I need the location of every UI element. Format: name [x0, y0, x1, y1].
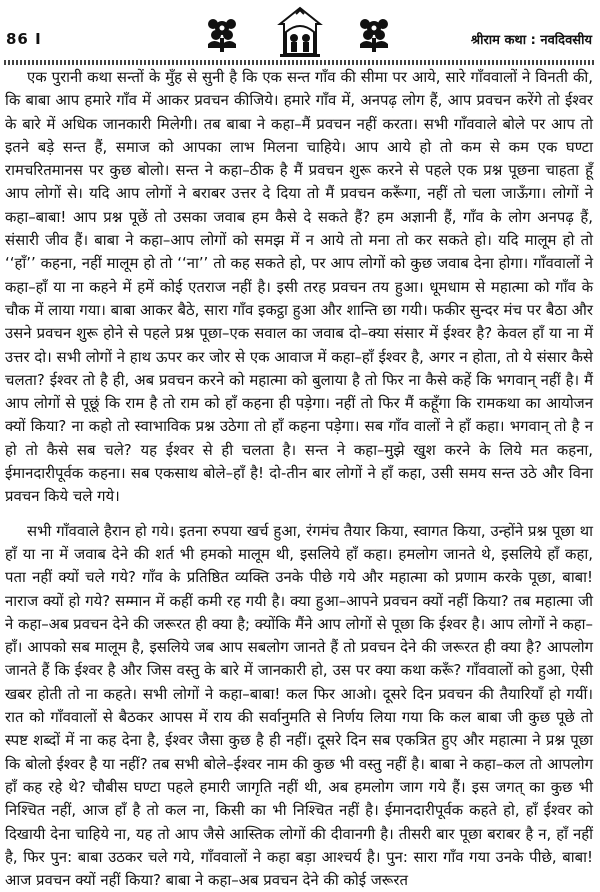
paragraph: सभी गाँववाले हैरान हो गये। इतना रुपया खर्च हुआ, रंगमंच तैयार किया, स्वागत किया, उन्होंने प्रश्न पूछा था हाँ या ना में जवाब देने की शर्त भी हमको मालूम थी, इसलिये हाँ कहा। हमलोग जानते थे, इसलिये हाँ कहा, पता नहीं क्यों चले गये? गाँव के प्रतिष्ठित व्यक्ति उनके पीछे गये और महात्मा को प्रणाम करके पूछा, बाबा! नाराज क्यों हो गये? सम्मान में कहीं कमी रह गयी है। क्या हुआ–आपने प्रवचन क्यों नहीं किया? तब महात्मा जी ने कहा–अब प्रवचन देने की जरूरत ही क्या है; क्योंकि मैंने आप लोगों से पूछा कि ईश्वर है। आप लोगों ने कहा–हाँ। आपको सब मालूम है, इसलिये जब आप सबलोग जानते हैं तो प्रवचन देने की जरूरत ही क्या है? आपलोग जानते हैं कि ईश्वर है और जिस वस्तु के बारे में जानकारी हो, उस पर क्या कथा करूँ? गाँववालों को हुआ, ऐसी खबर होती तो ना कहते। सभी लोगों ने कहा–बाबा! कल फिर आओ। दूसरे दिन प्रवचन की तैयारियाँ हो गयीं। रात को गाँववालों से बैठकर आपस में राय की सर्वानुमति से निर्णय लिया गया कि कल बाबा जी कुछ पूछे तो स्पष्ट शब्दों में ना कह देना है, ईश्वर जैसा कुछ है ही नहीं। दूसरे दिन सब एकत्रित हुए और महात्मा ने प्रश्न पूछा कि बोलो ईश्वर है या नहीं? तब सभी बोले–ईश्वर नाम की कुछ भी वस्तु नहीं है। बाबा ने कहा–कल तो आपलोग हाँ कह रहे थे? चौबीस घण्टा पहले हमारी जागृति नहीं थी, अब हमलोग जाग गये हैं। इस जगत् का कुछ भी निश्चित नहीं, आज हाँ है तो कल ना, किसी का भी निश्चित नहीं है। ईमानदारीपूर्वक कहते हो, हाँ ईश्वर को दिखायी देना चाहिये ना, यह तो आप जैसे आस्तिक लोगों की दीवानगी है। तीसरी बार पूछा बराबर है न, हाँ नहीं है, फिर पुन: बाबा उठकर चले गये, गाँववालों ने कहा बड़ा आश्चर्य है। पुन: सारा गाँव गया उनके पीछे, बाबा! आज प्रवचन क्यों नहीं किया? बाबा ने कहा–अब प्रवचन देने की कोई जरूरत — [5, 521, 593, 890]
flower-ornament-icon — [352, 10, 396, 58]
flower-ornament-icon — [200, 10, 244, 58]
page-header — [0, 0, 600, 60]
paragraph: एक पुरानी कथा सन्तों के मुँह से सुनी है कि एक सन्त गाँव की सीमा पर आये, सारे गाँववालों ने विनती की, कि बाबा आप हमारे गाँव में आकर प्रवचन कीजिये। हमारे गाँव में, अनपढ़ लोग हैं, आप प्रवचन करेंगे तो ईश्वर के बारे में अधिक जानकारी मिलेगी। तब बाबा ने कहा–मैं प्रवचन नहीं करता। सभी गाँववाले बोले पर आप तो इतने बड़े सन्त हैं, समाज को आपका लाभ मिलना चाहिये। आप आये हो तो कम से कम एक घण्टा रामचरितमानस पर कुछ बोलो। सन्त ने कहा–ठीक है मैं प्रवचन शुरू करने से पहले एक प्रश्न पूछना चाहता हूँ आप लोगों से। यदि आप लोगों ने बराबर उत्तर दे दिया तो मैं प्रवचन करूँगा, नहीं तो चला जाऊँगा। लोगों ने कहा–बाबा! आप प्रश्न पूछें तो उसका जवाब हम कैसे दे सकते हैं? हम अज्ञानी हैं, गाँव के लोग अनपढ़ हैं, संसारी जीव हैं। बाबा ने कहा–आप लोगों को समझ में न आये तो मना तो कर सकते हो। यदि मालूम हो तो ‘‘हाँ’’ कहना, नहीं मालूम हो तो ‘‘ना’’ तो कह सकते हो, पर आप लोगों को कुछ जवाब देना होगा। गाँववालों ने कहा–हाँ या ना कहने में हमें कोई एतराज नहीं है। इसी तरह प्रवचन तय हुआ। धूमधाम से महात्मा को गाँव के चौक में लाया गया। बाबा आकर बैठे, सारा गाँव इकट्ठा हुआ और शान्ति छा गयी। फकीर सुन्दर मंच पर बैठा और उसने प्रवचन शुरू होने से पहले प्रश्न पूछा–एक सवाल का जवाब दो–क्या संसार में ईश्वर है? केवल हाँ या ना में उत्तर दो। सभी लोगों ने हाथ ऊपर कर जोर से एक आवाज में कहा–हाँ ईश्वर है, अगर न होता, तो ये संसार कैसे चलता? ईश्वर तो है ही, अब प्रवचन करने को महात्मा को बुलाया है तो फिर ना कैसे कहें कि भगवान् नहीं है। मैं आप लोगों से पूछूं कि राम है तो राम को हाँ कहना ही पड़ेगा। नहीं तो फिर मैं कहूँगा कि रामकथा का आयोजन क्यों किया? ना कहो तो स्वाभाविक प्रश्न उठेगा तो हाँ कहना पड़ेगा। सब गाँव वालों ने हाँ कहा। भगवान् तो है न हो तो कैसे सब चले? यह ईश्वर से ही चलता है। सन्त ने कहा–मुझे खुश करने के लिये मत कहना, ईमानदारीपूर्वक कहना। सब एकसाथ बोले–हाँ है! दो-तीन बार लोगों ने हाँ कहा, उसी समय सन्त उठे और विना प्रवचन किये चले गये। — [5, 68, 593, 506]
page-body — [5, 66, 593, 892]
page-number: 86 I — [6, 30, 42, 48]
header-divider — [4, 60, 594, 65]
temple-emblem-icon — [276, 6, 324, 62]
running-title: श्रीराम कथा : नवदिवसीय — [470, 33, 592, 48]
